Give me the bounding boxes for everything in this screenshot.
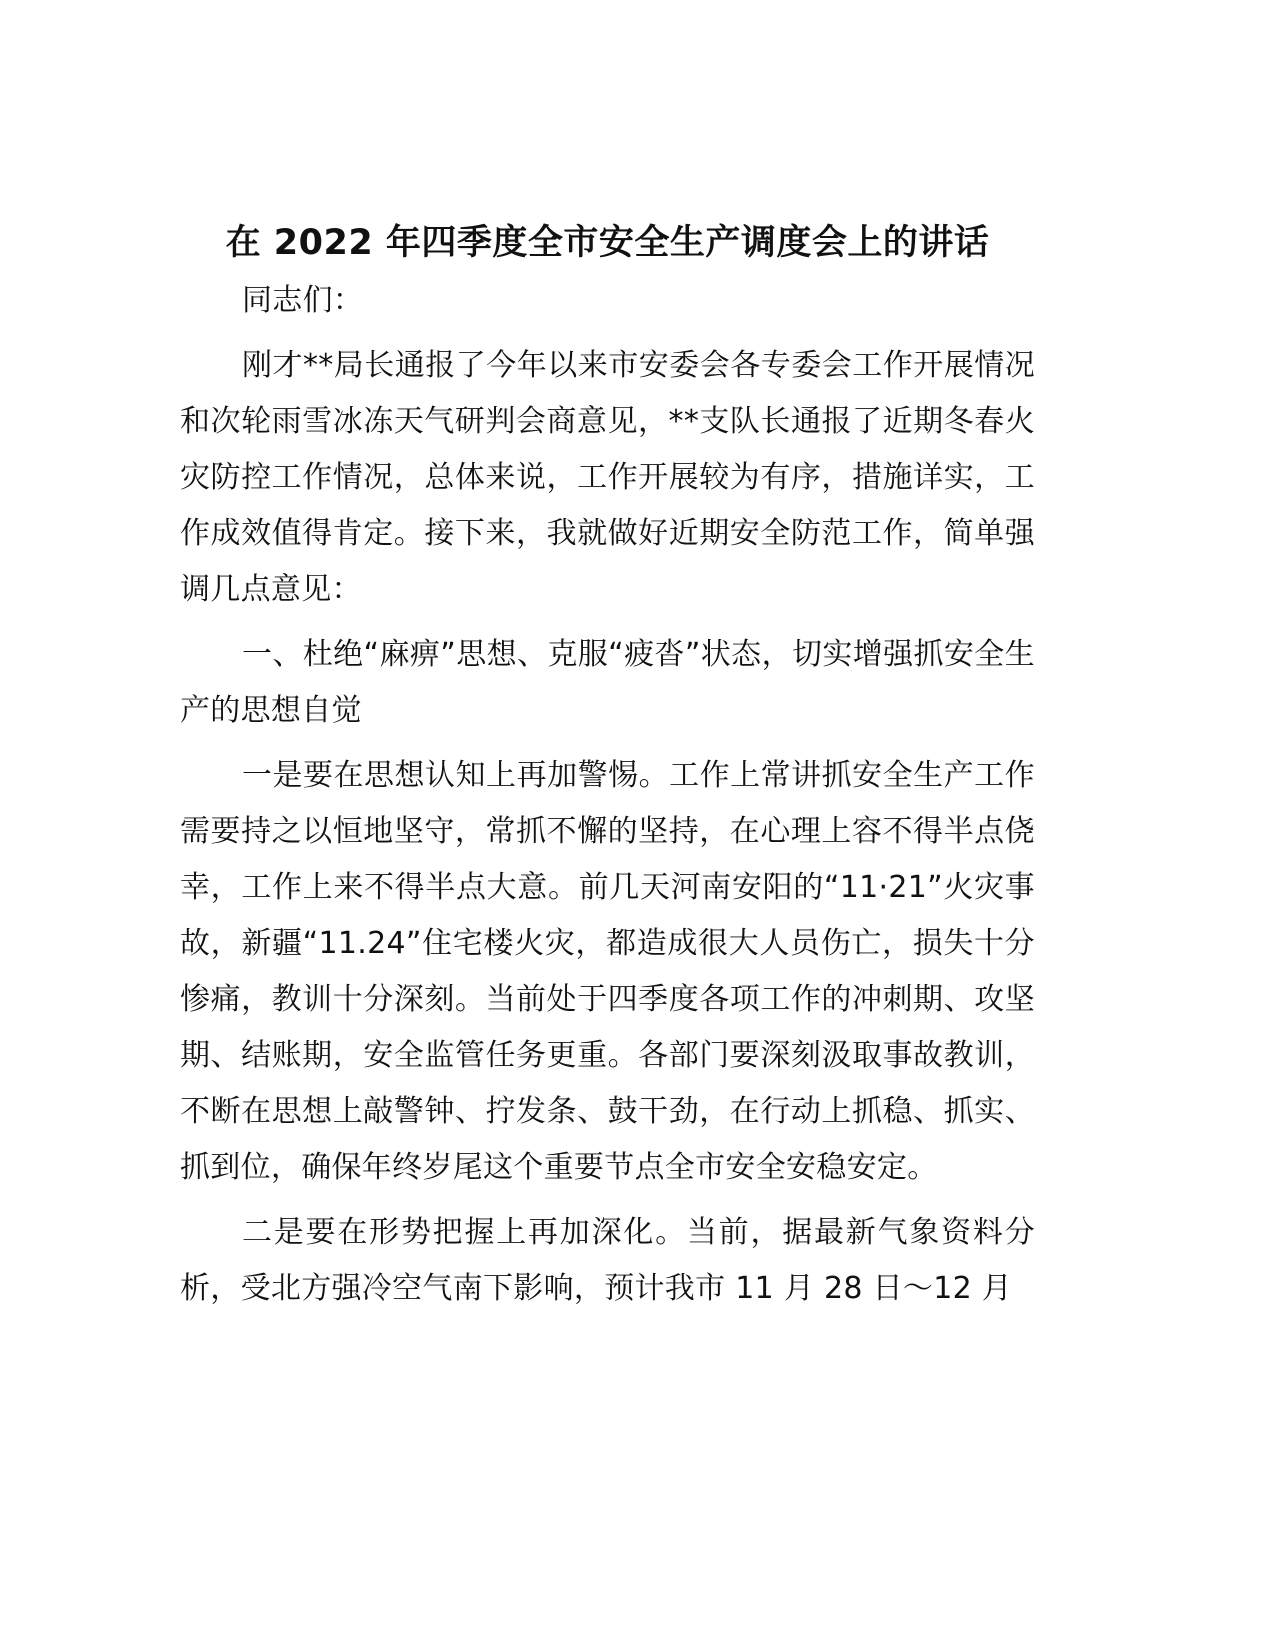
salutation: 同志们： [242,283,364,318]
section-heading-1: 一、杜绝“麻痹”思想、克服“疲沓”状态，切实增强抓安全生产的思想自觉 [180,637,1035,728]
paragraph-point-1: 一是要在思想认知上再加警惕。工作上常讲抓安全生产工作需要持之以恒地坚守，常抓不懈的坚持，在心理上容不得半点侥幸，工作上来不得半点大意。前几天河南安阳的“11·21”火灾事故，新疆“11.24”住宅楼火灾，都造成很大人员伤亡，损失十分惨痛，教训十分深刻。当前处于四季度各项工作的冲刺期、攻坚期、结账期，安全监管任务更重。各部门要深刻汲取事故教训，不断在思想上敲警钟、拧发条、鼓干劲，在行动上抓稳、抓实、抓到位，确保年终岁尾这个重要节点全市安全安稳安定。 [180,758,1035,1185]
paragraph-intro: 刚才**局长通报了今年以来市安委会各专委会工作开展情况和次轮雨雪冰冻天气研判会商意见，**支队长通报了近期冬春火灾防控工作情况，总体来说，工作开展较为有序，措施详实，工作成效值得肯定。接下来，我就做好近期安全防范工作，简单强调几点意见： [180,348,1035,607]
document-page [180,215,1035,1326]
document-title: 在 2022 年四季度全市安全生产调度会上的讲话 [225,223,990,263]
paragraph-point-2: 二是要在形势把握上再加深化。当前，据最新气象资料分析，受北方强冷空气南下影响，预计我市 11 月 28 日～12 月 [180,1215,1035,1306]
